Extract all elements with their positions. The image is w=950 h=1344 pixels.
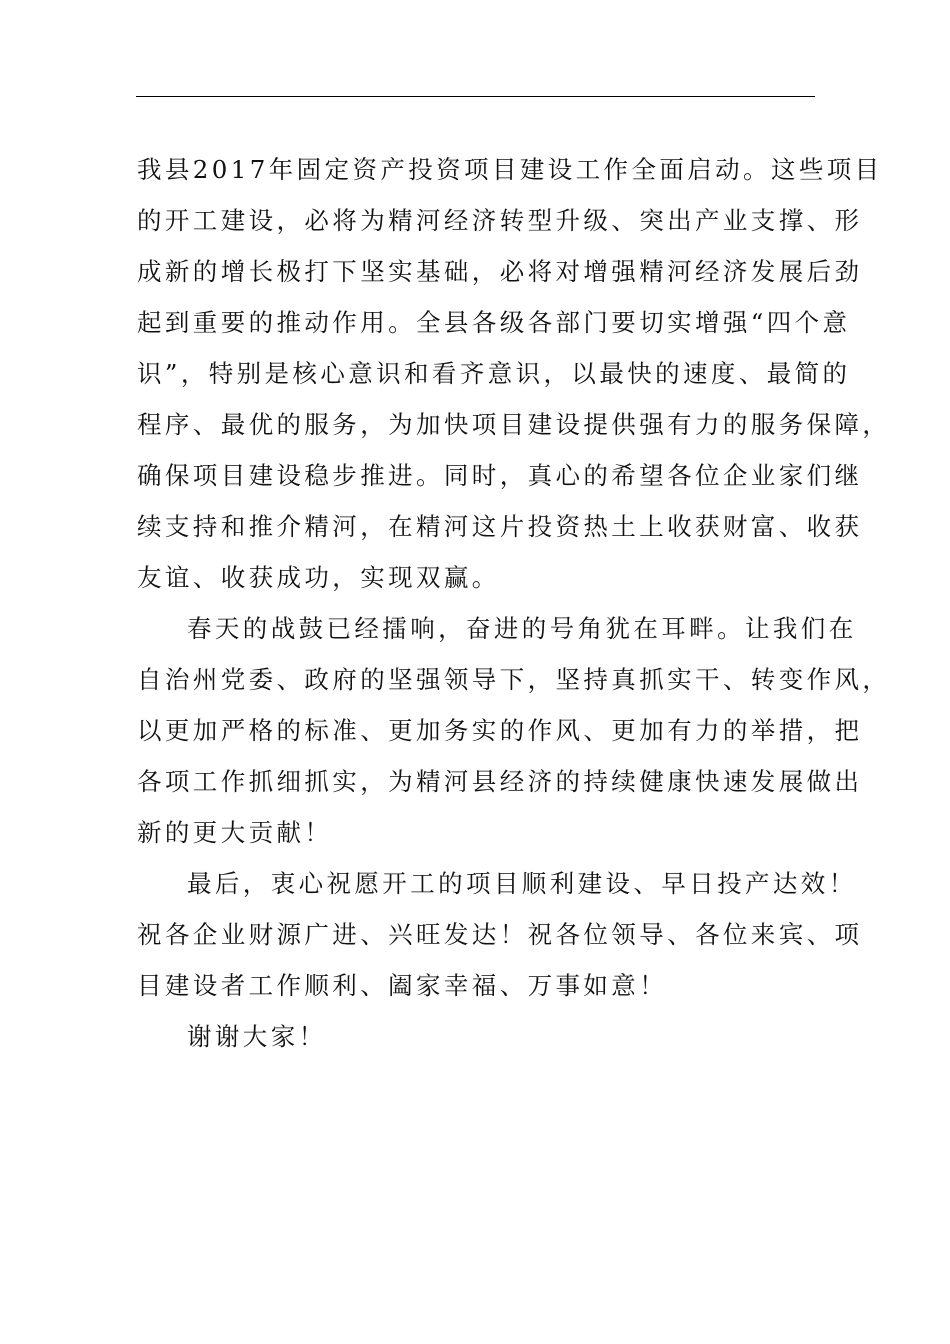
text-line: 识”，特别是核心意识和看齐意识，以最快的速度、最简的 [137, 359, 851, 388]
text-line: 友谊、收获成功，实现双赢。 [137, 563, 500, 592]
text-line: 的开工建设，必将为精河经济转型升级、突出产业支撑、形 [137, 206, 863, 235]
text-line: 新的更大贡献！ [137, 818, 333, 847]
text-line: 我县2017年固定资产投资项目建设工作全面启动。这些项目 [137, 155, 883, 184]
document-body [137, 144, 891, 1062]
text-line: 起到重要的推动作用。全县各级各部门要切实增强“四个意 [137, 308, 851, 337]
paragraph-first-line: 春天的战鼓已经擂响，奋进的号角犹在耳畔。让我们在 [187, 614, 857, 643]
text-line: 自治州党委、政府的坚强领导下，坚持真抓实干、转变作风， [137, 665, 891, 694]
text-line: 续支持和推介精河，在精河这片投资热土上收获财富、收获 [137, 512, 863, 541]
paragraph-first-line: 最后，衷心祝愿开工的项目顺利建设、早日投产达效！ [187, 869, 857, 898]
text-line: 祝各企业财源广进、兴旺发达！祝各位领导、各位来宾、项 [137, 920, 863, 949]
text-line: 成新的增长极打下坚实基础，必将对增强精河经济发展后劲 [137, 257, 863, 286]
text-line: 确保项目建设稳步推进。同时，真心的希望各位企业家们继 [137, 461, 863, 490]
text-line: 程序、最优的服务，为加快项目建设提供强有力的服务保障， [137, 410, 891, 439]
closing-line: 谢谢大家！ [187, 1022, 327, 1051]
header-rule [136, 96, 815, 97]
text-line: 各项工作抓细抓实，为精河县经济的持续健康快速发展做出 [137, 767, 863, 796]
text-line: 目建设者工作顺利、阖家幸福、万事如意！ [137, 971, 668, 1000]
text-line: 以更加严格的标准、更加务实的作风、更加有力的举措，把 [137, 716, 863, 745]
